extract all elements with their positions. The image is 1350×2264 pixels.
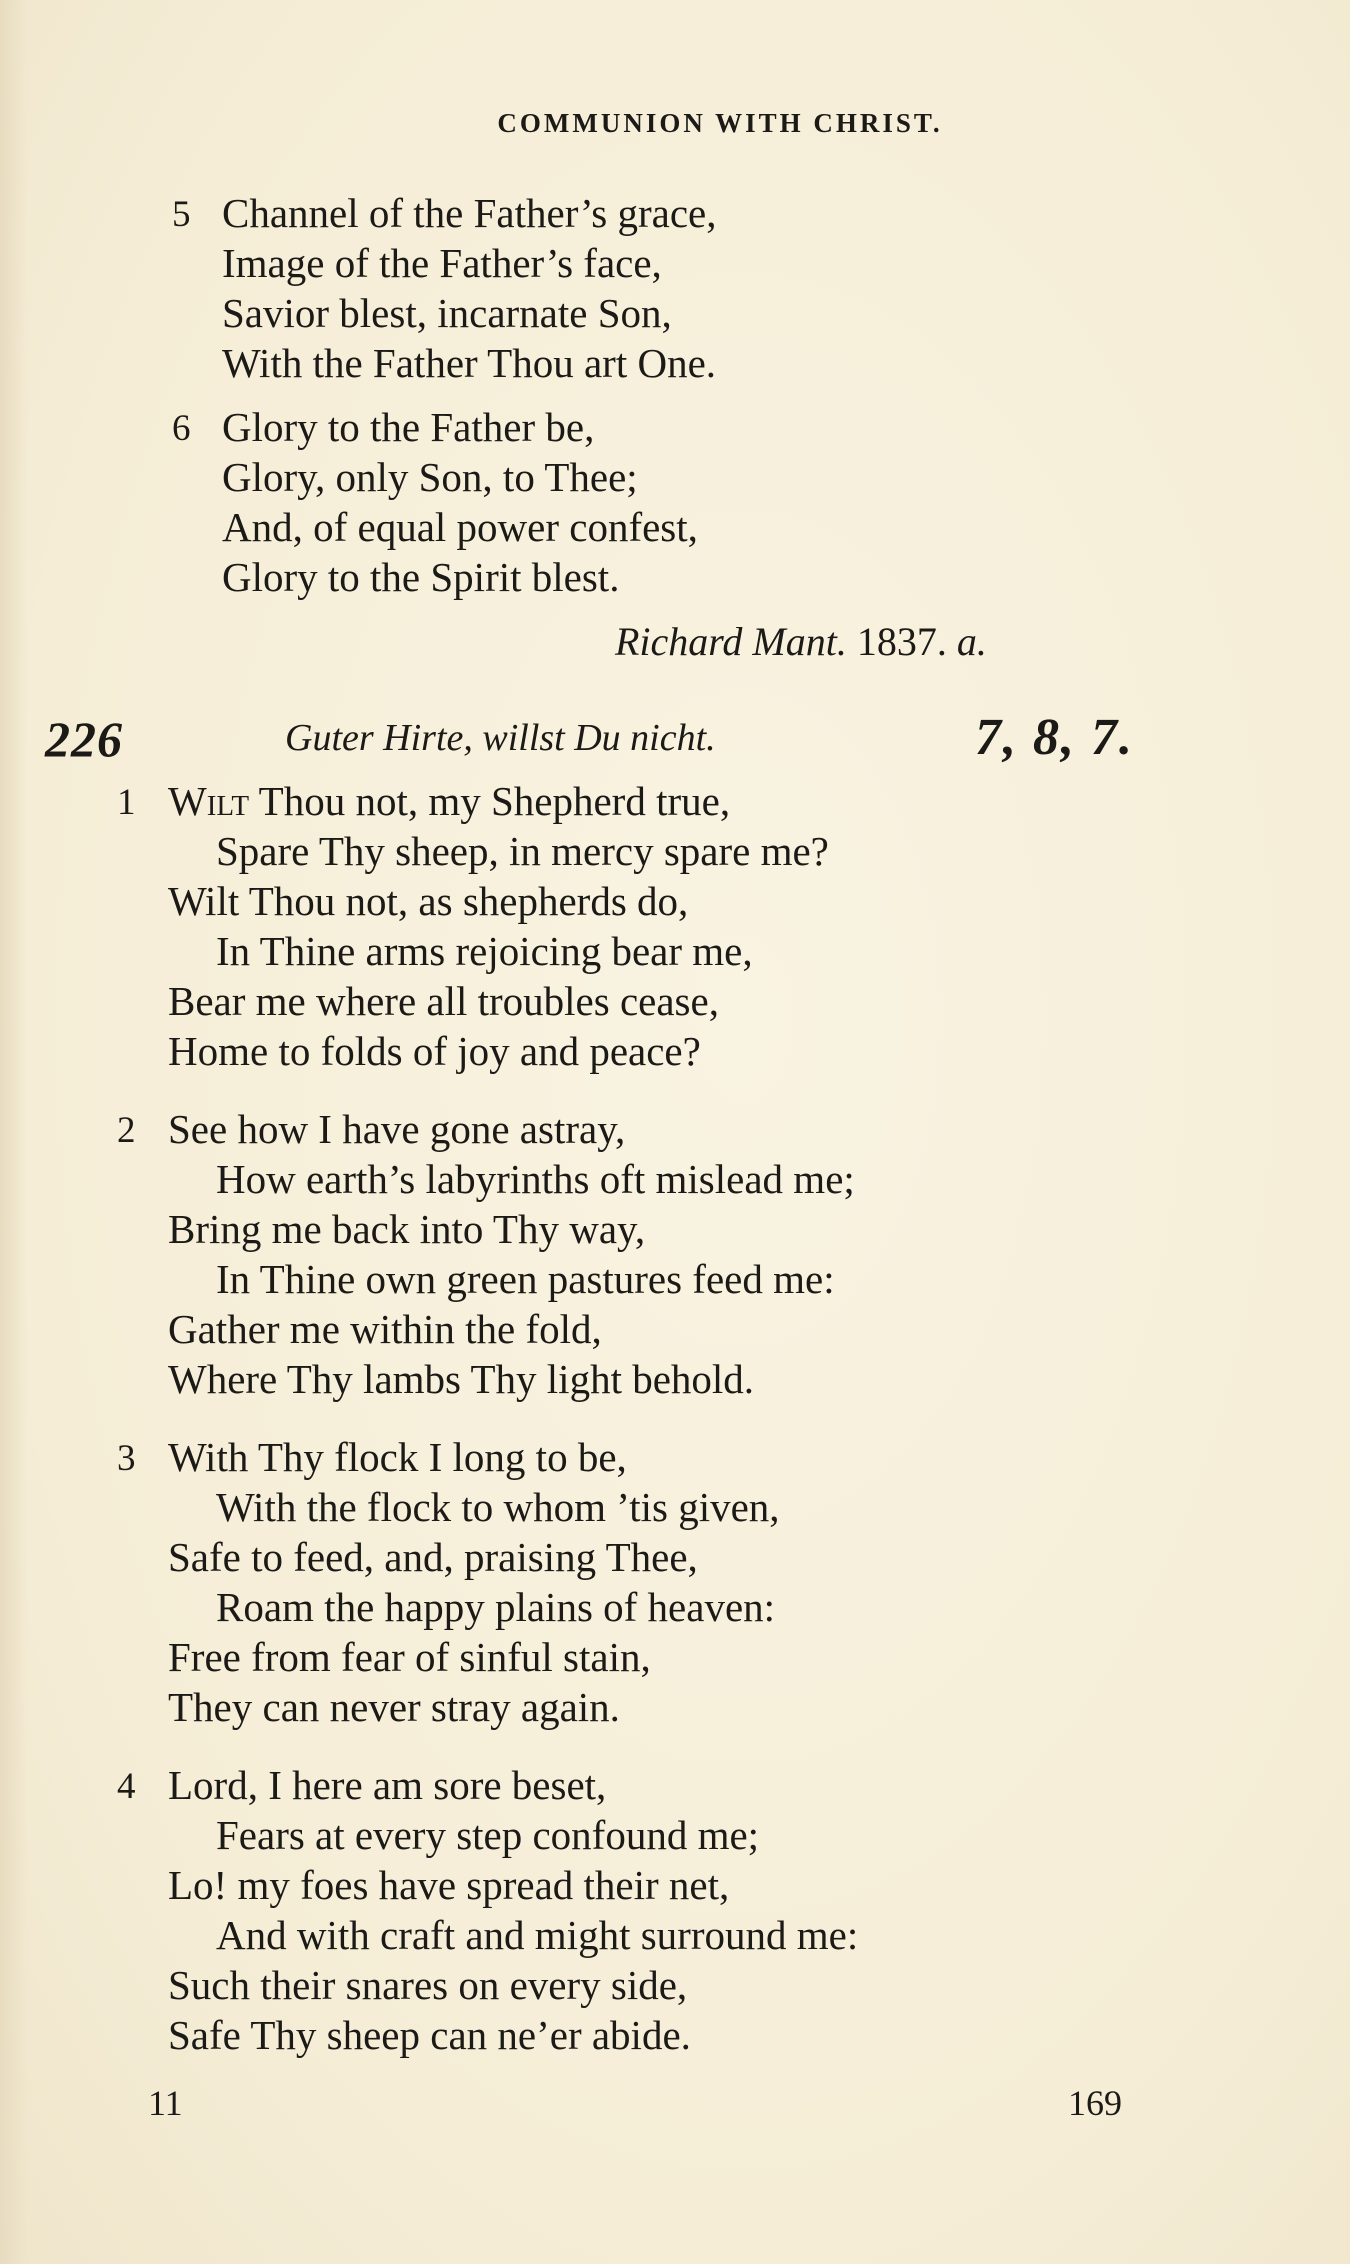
verse-number: 6 bbox=[172, 408, 191, 449]
verse-line: How earth’s labyrinths oft mislead me; bbox=[216, 1156, 855, 1202]
verse-line: In Thine arms rejoicing bear me, bbox=[216, 928, 753, 974]
verse-line: With the Father Thou art One. bbox=[222, 340, 717, 386]
verse-line: Glory, only Son, to Thee; bbox=[222, 454, 638, 500]
verse-line: And, of equal power confest, bbox=[222, 504, 698, 550]
verse-line: See how I have gone astray, bbox=[168, 1106, 626, 1152]
verse-number: 2 bbox=[117, 1110, 136, 1151]
verse-line: Safe to feed, and, praising Thee, bbox=[168, 1534, 698, 1580]
verse-line: And with craft and might surround me: bbox=[216, 1912, 859, 1958]
small-caps-word: ilt bbox=[206, 778, 250, 824]
verse-line: Free from fear of sinful stain, bbox=[168, 1634, 651, 1680]
verse-line: Bear me where all troubles cease, bbox=[168, 978, 719, 1024]
verse-number: 1 bbox=[117, 782, 136, 823]
verse-number: 4 bbox=[117, 1766, 136, 1807]
verse-line: They can never stray again. bbox=[168, 1684, 620, 1730]
verse-line: Wilt Thou not, as shepherds do, bbox=[168, 878, 689, 924]
page-edge-shadow bbox=[0, 0, 28, 2264]
verse-line: Such their snares on every side, bbox=[168, 1962, 688, 2008]
hymn-meter: 7, 8, 7. bbox=[975, 709, 1134, 766]
verse-line bbox=[168, 778, 731, 824]
verse-line: Lord, I here am sore beset, bbox=[168, 1762, 607, 1808]
verse-line: Roam the happy plains of heaven: bbox=[216, 1584, 776, 1630]
verse-line: Lo! my foes have spread their net, bbox=[168, 1862, 730, 1908]
verse-line-rest: Thou not, my Shepherd true, bbox=[249, 778, 731, 824]
verse-line: Image of the Father’s face, bbox=[222, 240, 662, 286]
verse-line: Gather me within the fold, bbox=[168, 1306, 602, 1352]
verse-line: With Thy flock I long to be, bbox=[168, 1434, 627, 1480]
author-attribution bbox=[615, 618, 987, 665]
verse-line: Glory to the Spirit blest. bbox=[222, 554, 620, 600]
verse-number: 3 bbox=[117, 1438, 136, 1479]
verse-number: 5 bbox=[172, 194, 191, 235]
signature-mark: 11 bbox=[148, 2083, 183, 2123]
verse-line: Glory to the Father be, bbox=[222, 404, 595, 450]
verse-line: With the flock to whom ’tis given, bbox=[216, 1484, 780, 1530]
verse-line: Channel of the Father’s grace, bbox=[222, 190, 717, 236]
tune-name: Guter Hirte, willst Du nicht. bbox=[285, 717, 716, 759]
running-head: COMMUNION WITH CHRIST. bbox=[497, 108, 943, 138]
author-name: Richard Mant. bbox=[615, 619, 847, 664]
verse-line: In Thine own green pastures feed me: bbox=[216, 1256, 835, 1302]
verse-line: Home to folds of joy and peace? bbox=[168, 1028, 701, 1074]
hymn-number: 226 bbox=[45, 711, 123, 767]
verse-line: Spare Thy sheep, in mercy spare me? bbox=[216, 828, 829, 874]
verse-line: Bring me back into Thy way, bbox=[168, 1206, 646, 1252]
verse-line: Savior blest, incarnate Son, bbox=[222, 290, 672, 336]
author-mark: a. bbox=[956, 619, 987, 664]
author-year: 1837. bbox=[856, 619, 947, 664]
verse-line: Safe Thy sheep can ne’er abide. bbox=[168, 2012, 691, 2058]
verse-line: Fears at every step confound me; bbox=[216, 1812, 760, 1858]
drop-cap: W bbox=[168, 778, 207, 824]
page-number: 169 bbox=[1068, 2083, 1122, 2123]
verse-line: Where Thy lambs Thy light behold. bbox=[168, 1356, 755, 1402]
